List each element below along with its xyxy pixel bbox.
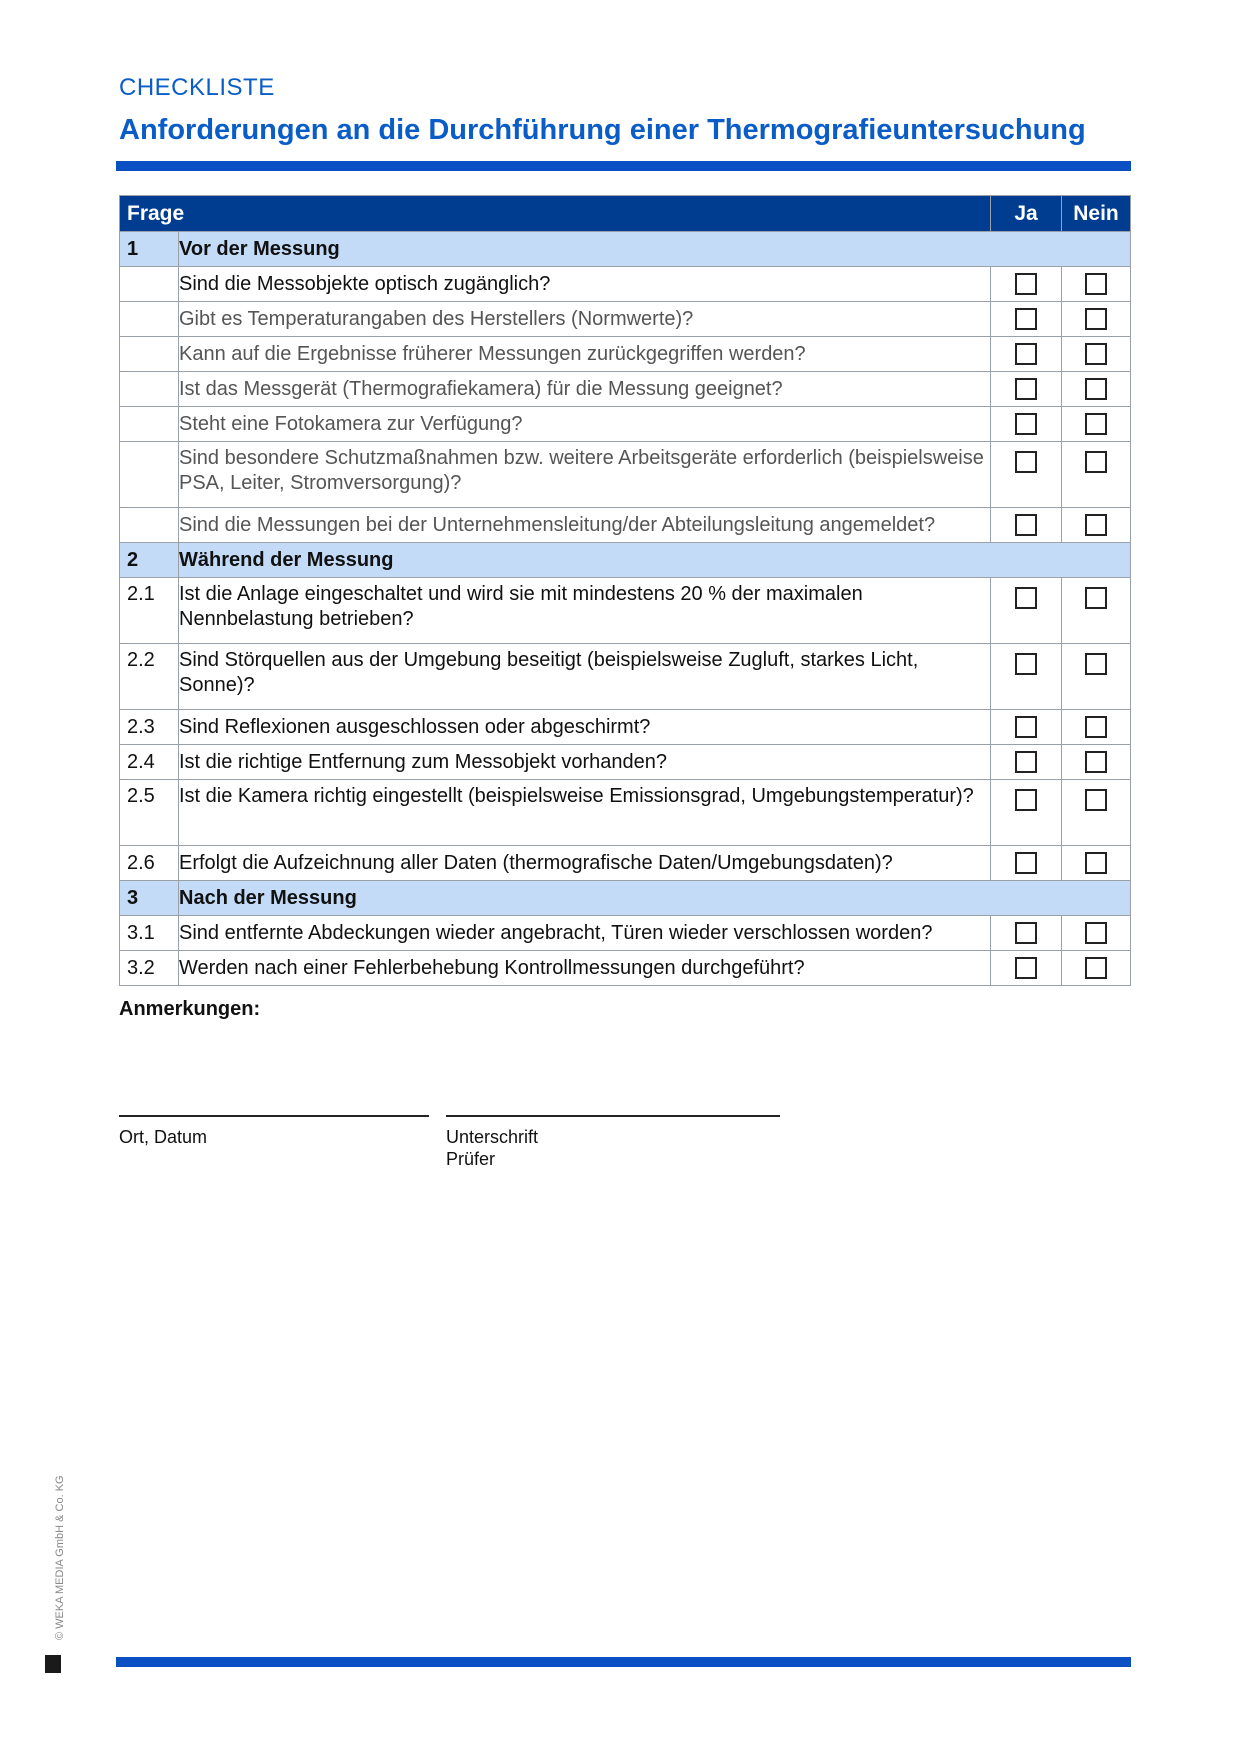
column-header-question: Frage [120, 196, 991, 232]
checkbox-yes[interactable] [1015, 789, 1037, 811]
answer-cell-yes [991, 442, 1062, 508]
section-number: 3 [120, 881, 179, 916]
answer-cell-yes [991, 710, 1062, 745]
answer-cell-no [1062, 951, 1131, 986]
question-row [120, 951, 1131, 986]
checkbox-yes[interactable] [1015, 852, 1037, 874]
checkbox-no[interactable] [1085, 922, 1107, 944]
question-text: Ist das Messgerät (Thermografiekamera) für die Messung geeignet? [179, 372, 991, 407]
answer-cell-yes [991, 951, 1062, 986]
answer-cell-yes [991, 780, 1062, 846]
section-row [120, 543, 1131, 578]
table-header-row [120, 196, 1131, 232]
checkbox-yes[interactable] [1015, 413, 1037, 435]
answer-cell-yes [991, 372, 1062, 407]
question-text: Sind Störquellen aus der Umgebung beseitigt (beispielsweise Zugluft, starkes Licht, Sonne)? [179, 644, 991, 710]
answer-cell-yes [991, 745, 1062, 780]
question-text: Sind entfernte Abdeckungen wieder angebracht, Türen wieder verschlossen worden? [179, 916, 991, 951]
checkbox-no[interactable] [1085, 308, 1107, 330]
question-row [120, 846, 1131, 881]
checkbox-yes[interactable] [1015, 587, 1037, 609]
question-text: Sind Reflexionen ausgeschlossen oder abgeschirmt? [179, 710, 991, 745]
checkbox-yes[interactable] [1015, 451, 1037, 473]
question-text: Sind die Messobjekte optisch zugänglich? [179, 267, 991, 302]
section-row [120, 881, 1131, 916]
answer-cell-no [1062, 442, 1131, 508]
document-overline: CHECKLISTE [119, 74, 275, 101]
question-row [120, 644, 1131, 710]
answer-cell-no [1062, 578, 1131, 644]
question-text: Steht eine Fotokamera zur Verfügung? [179, 407, 991, 442]
checkbox-yes[interactable] [1015, 308, 1037, 330]
question-number: 2.6 [120, 846, 179, 881]
checkbox-no[interactable] [1085, 716, 1107, 738]
answer-cell-no [1062, 644, 1131, 710]
checkbox-yes[interactable] [1015, 378, 1037, 400]
question-number: 3.2 [120, 951, 179, 986]
checkbox-yes[interactable] [1015, 343, 1037, 365]
answer-cell-yes [991, 644, 1062, 710]
checkbox-yes[interactable] [1015, 273, 1037, 295]
answer-cell-no [1062, 407, 1131, 442]
question-row [120, 710, 1131, 745]
question-number: 2.2 [120, 644, 179, 710]
answer-cell-no [1062, 302, 1131, 337]
question-row [120, 302, 1131, 337]
checkbox-no[interactable] [1085, 514, 1107, 536]
question-row [120, 578, 1131, 644]
checkbox-yes[interactable] [1015, 751, 1037, 773]
answer-cell-yes [991, 302, 1062, 337]
checkbox-yes[interactable] [1015, 653, 1037, 675]
question-number: 2.4 [120, 745, 179, 780]
checkbox-no[interactable] [1085, 378, 1107, 400]
checklist-table [119, 195, 1131, 986]
answer-cell-yes [991, 337, 1062, 372]
checkbox-yes[interactable] [1015, 957, 1037, 979]
answer-cell-no [1062, 846, 1131, 881]
answer-cell-no [1062, 372, 1131, 407]
top-rule [116, 161, 1131, 171]
section-title: Nach der Messung [179, 881, 1131, 916]
section-number: 2 [120, 543, 179, 578]
question-text: Ist die Kamera richtig eingestellt (beispielsweise Emissionsgrad, Umgebungstemperatur)? [179, 780, 991, 846]
question-number: 2.3 [120, 710, 179, 745]
checkbox-yes[interactable] [1015, 514, 1037, 536]
answer-cell-no [1062, 710, 1131, 745]
column-header-no: Nein [1062, 196, 1131, 232]
question-number [120, 372, 179, 407]
checkbox-no[interactable] [1085, 587, 1107, 609]
question-text: Werden nach einer Fehlerbehebung Kontrollmessungen durchgeführt? [179, 951, 991, 986]
question-row [120, 916, 1131, 951]
question-number [120, 407, 179, 442]
remarks-label: Anmerkungen: [119, 998, 261, 1020]
section-title: Vor der Messung [179, 232, 1131, 267]
document-title: Anforderungen an die Durchführung einer Thermografieuntersuchung [119, 114, 1086, 146]
checkbox-yes[interactable] [1015, 922, 1037, 944]
checkbox-no[interactable] [1085, 413, 1107, 435]
place-date-line [119, 1115, 429, 1117]
answer-cell-no [1062, 916, 1131, 951]
section-number: 1 [120, 232, 179, 267]
checkbox-yes[interactable] [1015, 716, 1037, 738]
question-text: Ist die richtige Entfernung zum Messobjekt vorhanden? [179, 745, 991, 780]
question-number [120, 337, 179, 372]
answer-cell-yes [991, 916, 1062, 951]
section-title: Während der Messung [179, 543, 1131, 578]
question-row [120, 407, 1131, 442]
answer-cell-yes [991, 846, 1062, 881]
question-number: 2.1 [120, 578, 179, 644]
answer-cell-yes [991, 508, 1062, 543]
question-row [120, 267, 1131, 302]
publisher-logo-mark [45, 1655, 61, 1673]
section-row [120, 232, 1131, 267]
question-row [120, 745, 1131, 780]
checkbox-no[interactable] [1085, 789, 1107, 811]
copyright-notice: © WEKA MEDIA GmbH & Co. KG [54, 1475, 66, 1640]
answer-cell-no [1062, 745, 1131, 780]
answer-cell-no [1062, 337, 1131, 372]
question-row [120, 780, 1131, 846]
question-row [120, 442, 1131, 508]
question-number: 3.1 [120, 916, 179, 951]
question-number [120, 442, 179, 508]
checkbox-no[interactable] [1085, 852, 1107, 874]
checkbox-no[interactable] [1085, 343, 1107, 365]
question-text: Gibt es Temperaturangaben des Herstellers (Normwerte)? [179, 302, 991, 337]
question-text: Ist die Anlage eingeschaltet und wird sie mit mindestens 20 % der maximalen Nennbelastung betrieben? [179, 578, 991, 644]
checkbox-no[interactable] [1085, 957, 1107, 979]
question-number [120, 302, 179, 337]
question-row [120, 337, 1131, 372]
question-text: Sind besondere Schutzmaßnahmen bzw. weitere Arbeitsgeräte erforderlich (beispielsweise PSA, Leiter, Stromversorgung)? [179, 442, 991, 508]
answer-cell-yes [991, 267, 1062, 302]
signature-label-line1: Unterschrift [446, 1127, 539, 1147]
checkbox-no[interactable] [1085, 751, 1107, 773]
question-text: Erfolgt die Aufzeichnung aller Daten (thermografische Daten/Umgebungsdaten)? [179, 846, 991, 881]
answer-cell-yes [991, 578, 1062, 644]
checklist-body [120, 232, 1131, 986]
question-number [120, 267, 179, 302]
question-text: Sind die Messungen bei der Unternehmensleitung/der Abteilungsleitung angemeldet? [179, 508, 991, 543]
column-header-yes: Ja [991, 196, 1062, 232]
bottom-rule [116, 1657, 1131, 1667]
answer-cell-no [1062, 780, 1131, 846]
place-date-label: Ort, Datum [119, 1127, 208, 1147]
answer-cell-yes [991, 407, 1062, 442]
signature-label-line2: Prüfer [446, 1149, 496, 1169]
question-text: Kann auf die Ergebnisse früherer Messungen zurückgegriffen werden? [179, 337, 991, 372]
checkbox-no[interactable] [1085, 273, 1107, 295]
question-row [120, 372, 1131, 407]
question-number [120, 508, 179, 543]
checkbox-no[interactable] [1085, 653, 1107, 675]
question-number: 2.5 [120, 780, 179, 846]
question-row [120, 508, 1131, 543]
signature-label [446, 1126, 538, 1170]
answer-cell-no [1062, 508, 1131, 543]
signature-line [446, 1115, 780, 1117]
answer-cell-no [1062, 267, 1131, 302]
checkbox-no[interactable] [1085, 451, 1107, 473]
